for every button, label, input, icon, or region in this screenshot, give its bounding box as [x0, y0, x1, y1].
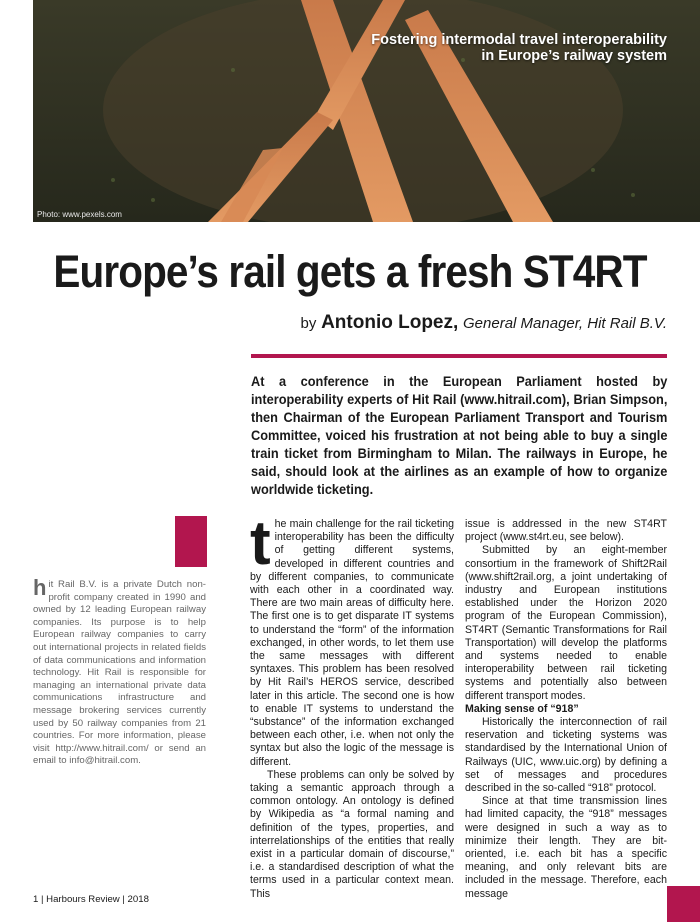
section-subhead: Making sense of “918”: [465, 702, 579, 715]
intro-paragraph: At a conference in the European Parliament hosted by interoperability experts of Hit Rail (www.hitrail.com), Brian Simpson, then Chairman of the European Parliament Transport and Tourism Committee, voiced his frustration at not being able to buy a single train ticket from Birmingham to Milan. The railways in Europe, he said, should look at the airlines as an example of how to organize worldwide ticketing.: [251, 374, 668, 497]
body-column-1: [250, 509, 454, 901]
photo-credit: Photo: www.pexels.com: [37, 210, 122, 219]
headline: Europe’s rail gets a fresh ST4RT: [53, 246, 647, 297]
hero-caption: [371, 32, 667, 64]
sidebar-text: it Rail B.V. is a private Dutch non-profit company created in 1990 and owned by 12 leading European railway companies. Its purpose is to help European railway companies to carry out international projects in related fields of data communications and information technology. Hit Rail is responsible for managing an international private data communications infrastructure and message brokering services currently used by 50 railway companies from 21 countries. For more information, please visit http://www.hitrail.com/ or send an email to info@hitrail.com.: [33, 579, 206, 767]
byline: [301, 312, 668, 334]
byline-author: Antonio Lopez,: [321, 312, 459, 333]
accent-square-right: [667, 886, 700, 922]
hero-photo: [33, 0, 700, 222]
accent-square-left: [175, 516, 207, 567]
hero-caption-line1: Fostering intermodal travel interoperability: [371, 32, 667, 48]
company-sidebar: [33, 575, 206, 768]
sidebar-dropcap: h: [33, 575, 47, 600]
body-dropcap: t: [250, 509, 271, 578]
byline-by: by: [300, 315, 317, 332]
accent-rule: [251, 354, 667, 358]
body-paragraph-2: These problems can only be solved by taking a semantic approach through a common ontology. An ontology is defined by Wikipedia as “a formal naming and definition of the types, properties, and interrelationships of the entities that really exist in a particular domain of discourse,” i.e. a standardised description of what the terms used in a particular context mean. This: [250, 768, 454, 900]
hero-caption-line2: in Europe’s railway system: [481, 48, 667, 64]
body-paragraph-6: Since at that time transmission lines had limited capacity, the “918” messages were designed in such a way as to minimize their length. They are bit-oriented, i.e. each bit has a specific meaning, and only relevant bits are included in the message. Therefore, each message: [465, 795, 667, 900]
body-paragraph-1: he main challenge for the rail ticketing interoperability has been the difficulty of getting different systems, developed in different countries and by different companies, to communicate with each other in a coordinated way. There are two main areas of difficulty here. The first one is to get disparate IT systems to understand the “form” of the information exchanged, in other words, to let them use the same messages with different syntaxes. This problem has been resolved by Hit Rail’s HEROS service, described later in this article. The second one is how to enable IT systems to understand the “substance” of the information exchanged between each other, i.e. when not only the syntax but also the logic of the message is different.: [250, 518, 454, 768]
byline-role: General Manager, Hit Rail B.V.: [463, 315, 667, 332]
body-paragraph-5: Historically the interconnection of rail reservation and ticketing systems was standardised by the International Union of Railways (UIC, www.uic.org) by defining a set of messages and procedures described in the so-called “918” protocol.: [465, 716, 667, 795]
body-column-2: [465, 518, 667, 901]
page-footer: 1 | Harbours Review | 2018: [33, 894, 149, 905]
body-paragraph-3: issue is addressed in the new ST4RT project (www.st4rt.eu, see below).: [465, 518, 667, 544]
body-paragraph-4: Submitted by an eight-member consortium in the framework of Shift2Rail (www.shift2rail.org, a joint undertaking of industry and European institutions established under the Horizon 2020 program of the European Commission), ST4RT (Semantic Transformations for Rail Transportation) will develop the platforms and systems needed to enable interoperability between rail ticketing systems and potentially also between different transport modes.: [465, 544, 667, 702]
